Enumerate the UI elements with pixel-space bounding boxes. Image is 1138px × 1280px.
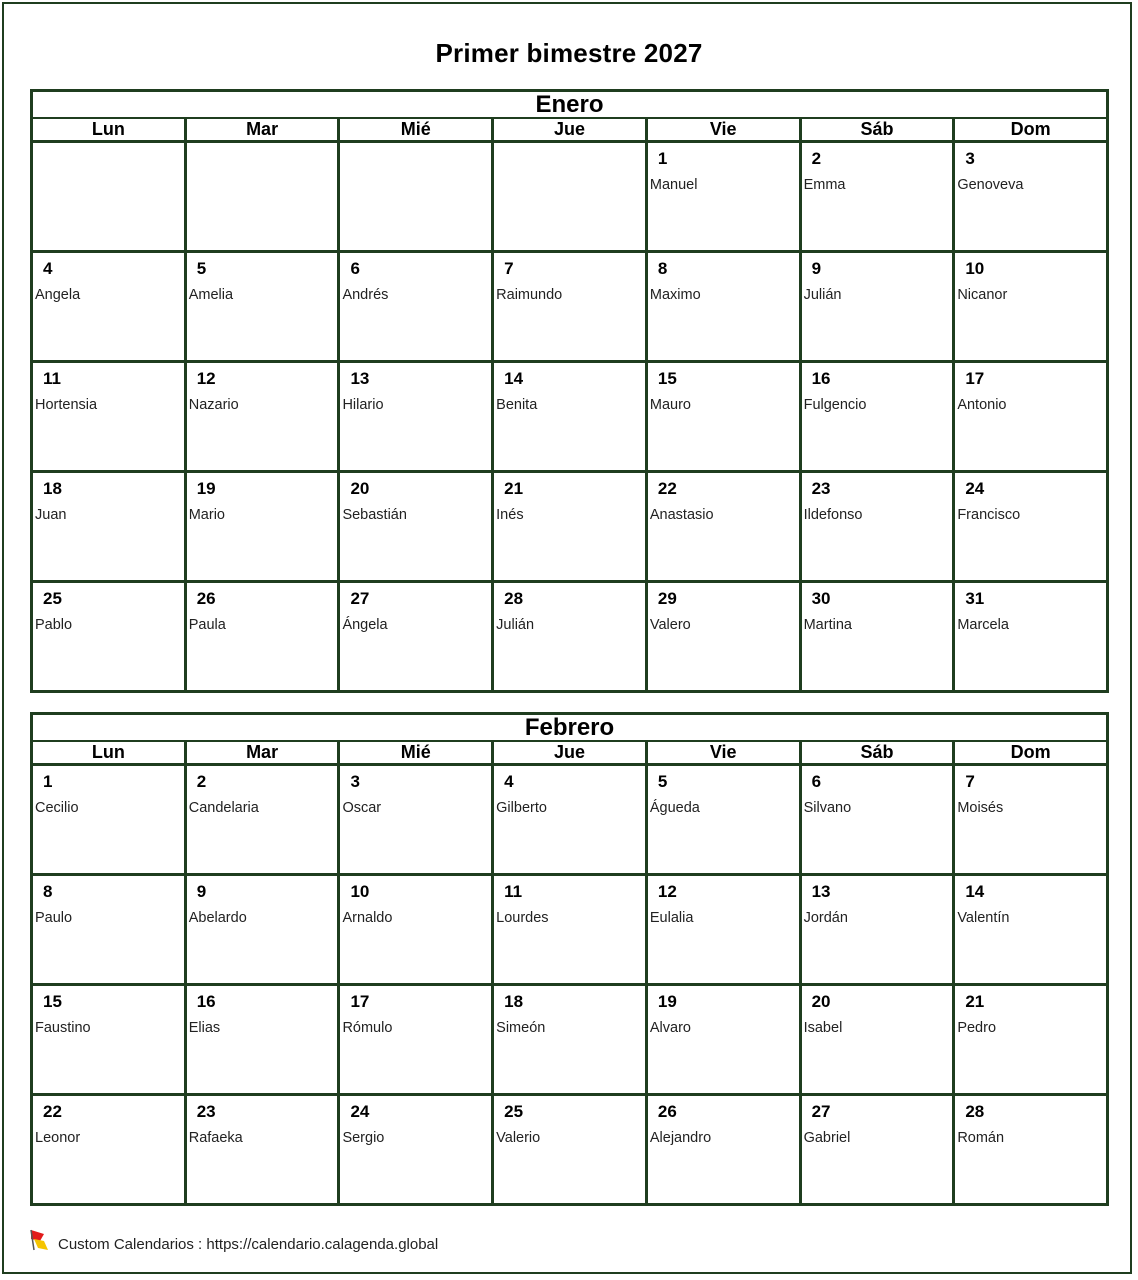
saint-name: Manuel bbox=[649, 177, 698, 193]
saint-name: Antonio bbox=[957, 397, 1007, 413]
day-number: 8 bbox=[657, 259, 668, 278]
day-number: 21 bbox=[965, 992, 985, 1011]
saint-name: Silvano bbox=[803, 800, 852, 816]
day-cell bbox=[648, 143, 802, 250]
day-cell bbox=[33, 253, 187, 360]
day-number: 7 bbox=[504, 259, 514, 278]
saint-name: Cecilio bbox=[35, 800, 79, 816]
day-cell bbox=[187, 986, 341, 1093]
day-cell bbox=[648, 876, 802, 983]
day-number: 28 bbox=[504, 589, 524, 608]
day-number: 15 bbox=[43, 992, 62, 1011]
day-cell bbox=[648, 253, 802, 360]
weekday-header-row bbox=[30, 119, 1109, 143]
day-number: 17 bbox=[965, 369, 985, 388]
month-title: Febrero bbox=[30, 712, 1109, 742]
weekday-header: Lun bbox=[33, 742, 187, 763]
week-row bbox=[33, 986, 1106, 1096]
saint-name: Francisco bbox=[957, 507, 1021, 523]
day-cell bbox=[802, 473, 956, 580]
week-row bbox=[33, 253, 1106, 363]
day-cell bbox=[648, 1096, 802, 1203]
saint-name: Nicanor bbox=[957, 287, 1008, 303]
day-number: 10 bbox=[965, 259, 985, 278]
weekday-header: Dom bbox=[1010, 742, 1051, 762]
saint-name: Abelardo bbox=[188, 910, 247, 926]
saint-name: Juan bbox=[35, 507, 67, 523]
day-number: 16 bbox=[811, 369, 831, 388]
day-number: 22 bbox=[657, 479, 677, 498]
empty-day-cell bbox=[494, 143, 648, 250]
day-cell bbox=[187, 473, 341, 580]
day-number: 9 bbox=[811, 259, 822, 278]
saint-name: Fulgencio bbox=[803, 397, 867, 413]
page-title: Primer bimestre 2027 bbox=[435, 38, 703, 68]
saint-name: Hortensia bbox=[35, 397, 98, 413]
saint-name: Pablo bbox=[35, 617, 73, 633]
day-cell bbox=[494, 1096, 648, 1203]
saint-name: Inés bbox=[496, 507, 524, 523]
day-number: 23 bbox=[811, 479, 831, 498]
saint-name: Gabriel bbox=[803, 1130, 851, 1146]
day-number: 2 bbox=[811, 149, 822, 168]
week-row bbox=[33, 583, 1106, 690]
saint-name: Román bbox=[957, 1130, 1005, 1146]
saint-name: Amelia bbox=[188, 287, 234, 303]
saint-name: Simeón bbox=[496, 1020, 546, 1036]
day-number: 13 bbox=[811, 882, 831, 901]
day-cell bbox=[187, 583, 341, 690]
day-number: 20 bbox=[811, 992, 831, 1011]
saint-name: Águeda bbox=[649, 800, 700, 816]
day-cell bbox=[187, 876, 341, 983]
day-cell bbox=[494, 986, 648, 1093]
day-cell bbox=[187, 363, 341, 470]
saint-name: Sebastián bbox=[342, 507, 407, 523]
day-number: 1 bbox=[657, 149, 668, 168]
day-grid bbox=[30, 766, 1109, 1206]
day-number: 24 bbox=[350, 1102, 370, 1121]
day-number: 17 bbox=[350, 992, 370, 1011]
saint-name: Moisés bbox=[957, 800, 1004, 816]
day-number: 19 bbox=[657, 992, 677, 1011]
weekday-header: Mar bbox=[187, 742, 341, 763]
day-cell bbox=[340, 876, 494, 983]
saint-name: Paula bbox=[188, 617, 226, 633]
saint-name: Mario bbox=[188, 507, 225, 523]
saint-name: Arnaldo bbox=[342, 910, 393, 926]
saint-name: Paulo bbox=[35, 910, 73, 926]
saint-name: Rómulo bbox=[342, 1020, 393, 1036]
day-number: 24 bbox=[965, 479, 985, 498]
saint-name: Anastasio bbox=[649, 507, 714, 523]
day-number: 25 bbox=[504, 1102, 524, 1121]
saint-name: Valentín bbox=[957, 910, 1010, 926]
day-cell bbox=[33, 583, 187, 690]
weekday-header: Sáb bbox=[802, 742, 956, 763]
weekday-header: Dom bbox=[1010, 119, 1051, 139]
day-cell bbox=[494, 363, 648, 470]
week-row bbox=[33, 766, 1106, 876]
day-number: 18 bbox=[504, 992, 524, 1011]
day-number: 2 bbox=[196, 772, 207, 791]
day-cell bbox=[187, 1096, 341, 1203]
day-number: 23 bbox=[196, 1102, 216, 1121]
day-cell bbox=[340, 986, 494, 1093]
day-number: 10 bbox=[350, 882, 370, 901]
day-cell bbox=[648, 986, 802, 1093]
saint-name: Sergio bbox=[342, 1130, 385, 1146]
day-number: 4 bbox=[43, 259, 53, 278]
day-number: 30 bbox=[811, 589, 831, 608]
day-number: 1 bbox=[43, 772, 53, 791]
week-row bbox=[33, 473, 1106, 583]
day-cell bbox=[494, 876, 648, 983]
day-cell bbox=[802, 876, 956, 983]
saint-name: Oscar bbox=[342, 800, 382, 816]
saint-name: Isabel bbox=[803, 1020, 843, 1036]
month-calendar-febrero bbox=[30, 712, 1109, 1206]
saint-name: Gilberto bbox=[496, 800, 547, 816]
day-cell bbox=[648, 583, 802, 690]
day-number: 14 bbox=[965, 882, 985, 901]
saint-name: Jordán bbox=[803, 910, 848, 926]
weekday-header: Mié bbox=[340, 742, 494, 763]
saint-name: Pedro bbox=[957, 1020, 997, 1036]
saint-name: Lourdes bbox=[496, 910, 549, 926]
calendar-flag-icon bbox=[30, 1229, 50, 1251]
weekday-header: Jue bbox=[494, 119, 648, 140]
footer-credit: Custom Calendarios : https://calendario.calagenda.global bbox=[58, 1236, 439, 1253]
day-number: 14 bbox=[504, 369, 524, 388]
weekday-header: Sáb bbox=[802, 119, 956, 140]
day-cell bbox=[187, 253, 341, 360]
saint-name: Valerio bbox=[496, 1130, 541, 1146]
saint-name: Ángela bbox=[342, 617, 388, 633]
day-number: 26 bbox=[196, 589, 216, 608]
day-number: 29 bbox=[657, 589, 677, 608]
day-cell bbox=[340, 766, 494, 873]
day-cell bbox=[494, 253, 648, 360]
saint-name: Martina bbox=[803, 617, 852, 633]
saint-name: Alejandro bbox=[649, 1130, 712, 1146]
day-cell bbox=[494, 583, 648, 690]
day-cell bbox=[955, 766, 1106, 873]
day-number: 26 bbox=[657, 1102, 677, 1121]
week-row bbox=[33, 1096, 1106, 1203]
day-cell bbox=[955, 986, 1106, 1093]
day-cell bbox=[33, 876, 187, 983]
weekday-header: Mié bbox=[340, 119, 494, 140]
day-grid bbox=[30, 143, 1109, 693]
day-cell bbox=[648, 363, 802, 470]
day-cell bbox=[802, 583, 956, 690]
day-cell bbox=[33, 986, 187, 1093]
saint-name: Alvaro bbox=[649, 1020, 691, 1036]
weekday-header: Vie bbox=[648, 119, 802, 140]
empty-day-cell bbox=[33, 143, 187, 250]
day-cell bbox=[648, 766, 802, 873]
day-cell bbox=[802, 986, 956, 1093]
day-number: 16 bbox=[196, 992, 216, 1011]
day-cell bbox=[955, 583, 1106, 690]
weekday-header-row bbox=[30, 742, 1109, 766]
day-number: 20 bbox=[350, 479, 370, 498]
saint-name: Raimundo bbox=[496, 287, 563, 303]
day-number: 5 bbox=[657, 772, 668, 791]
day-cell bbox=[802, 766, 956, 873]
day-number: 4 bbox=[504, 772, 514, 791]
weekday-header: Vie bbox=[648, 742, 802, 763]
day-cell bbox=[33, 473, 187, 580]
saint-name: Valero bbox=[649, 617, 691, 633]
day-cell bbox=[955, 473, 1106, 580]
day-cell bbox=[802, 143, 956, 250]
saint-name: Rafaeka bbox=[188, 1130, 243, 1146]
day-number: 5 bbox=[196, 259, 207, 278]
empty-day-cell bbox=[187, 143, 341, 250]
day-cell bbox=[955, 876, 1106, 983]
day-cell bbox=[33, 1096, 187, 1203]
day-cell bbox=[802, 1096, 956, 1203]
day-cell bbox=[340, 253, 494, 360]
week-row bbox=[33, 143, 1106, 253]
day-number: 7 bbox=[965, 772, 975, 791]
weekday-header: Lun bbox=[33, 119, 187, 140]
day-number: 27 bbox=[350, 589, 370, 608]
day-cell bbox=[955, 1096, 1106, 1203]
day-number: 25 bbox=[43, 589, 62, 608]
day-number: 3 bbox=[965, 149, 975, 168]
day-number: 6 bbox=[350, 259, 360, 278]
day-number: 13 bbox=[350, 369, 370, 388]
weekday-header: Jue bbox=[494, 742, 648, 763]
day-cell bbox=[955, 363, 1106, 470]
day-number: 9 bbox=[196, 882, 207, 901]
saint-name: Maximo bbox=[649, 287, 701, 303]
month-calendar-enero bbox=[30, 89, 1109, 693]
saint-name: Elias bbox=[188, 1020, 221, 1036]
day-cell bbox=[340, 1096, 494, 1203]
day-number: 3 bbox=[350, 772, 360, 791]
day-cell bbox=[494, 766, 648, 873]
day-number: 11 bbox=[504, 882, 523, 901]
footer bbox=[30, 1226, 438, 1253]
month-title: Enero bbox=[30, 89, 1109, 119]
day-number: 15 bbox=[657, 369, 677, 388]
day-number: 28 bbox=[965, 1102, 985, 1121]
day-number: 21 bbox=[504, 479, 524, 498]
saint-name: Benita bbox=[496, 397, 538, 413]
day-number: 18 bbox=[43, 479, 62, 498]
saint-name: Angela bbox=[35, 287, 81, 303]
day-number: 31 bbox=[965, 589, 985, 608]
day-number: 27 bbox=[811, 1102, 831, 1121]
saint-name: Faustino bbox=[35, 1020, 91, 1036]
saint-name: Andrés bbox=[342, 287, 389, 303]
saint-name: Genoveva bbox=[957, 177, 1024, 193]
saint-name: Leonor bbox=[35, 1130, 81, 1146]
day-number: 6 bbox=[811, 772, 822, 791]
weekday-header: Mar bbox=[187, 119, 341, 140]
saint-name: Julián bbox=[496, 617, 535, 633]
day-number: 12 bbox=[196, 369, 216, 388]
saint-name: Marcela bbox=[957, 617, 1009, 633]
day-cell bbox=[802, 363, 956, 470]
day-number: 8 bbox=[43, 882, 53, 901]
day-cell bbox=[33, 363, 187, 470]
saint-name: Nazario bbox=[188, 397, 239, 413]
day-cell bbox=[33, 766, 187, 873]
saint-name: Hilario bbox=[342, 397, 384, 413]
day-number: 11 bbox=[43, 369, 61, 388]
day-cell bbox=[340, 583, 494, 690]
day-cell bbox=[955, 253, 1106, 360]
day-number: 22 bbox=[43, 1102, 62, 1121]
saint-name: Julián bbox=[803, 287, 842, 303]
day-cell bbox=[802, 253, 956, 360]
week-row bbox=[33, 363, 1106, 473]
day-cell bbox=[955, 143, 1106, 250]
day-number: 19 bbox=[196, 479, 216, 498]
saint-name: Mauro bbox=[649, 397, 691, 413]
saint-name: Candelaria bbox=[188, 800, 259, 816]
week-row bbox=[33, 876, 1106, 986]
saint-name: Ildefonso bbox=[803, 507, 863, 523]
saint-name: Eulalia bbox=[649, 910, 694, 926]
saint-name: Emma bbox=[803, 177, 846, 193]
day-cell bbox=[494, 473, 648, 580]
day-cell bbox=[340, 473, 494, 580]
day-cell bbox=[340, 363, 494, 470]
empty-day-cell bbox=[340, 143, 494, 250]
day-number: 12 bbox=[657, 882, 677, 901]
day-cell bbox=[648, 473, 802, 580]
day-cell bbox=[187, 766, 341, 873]
